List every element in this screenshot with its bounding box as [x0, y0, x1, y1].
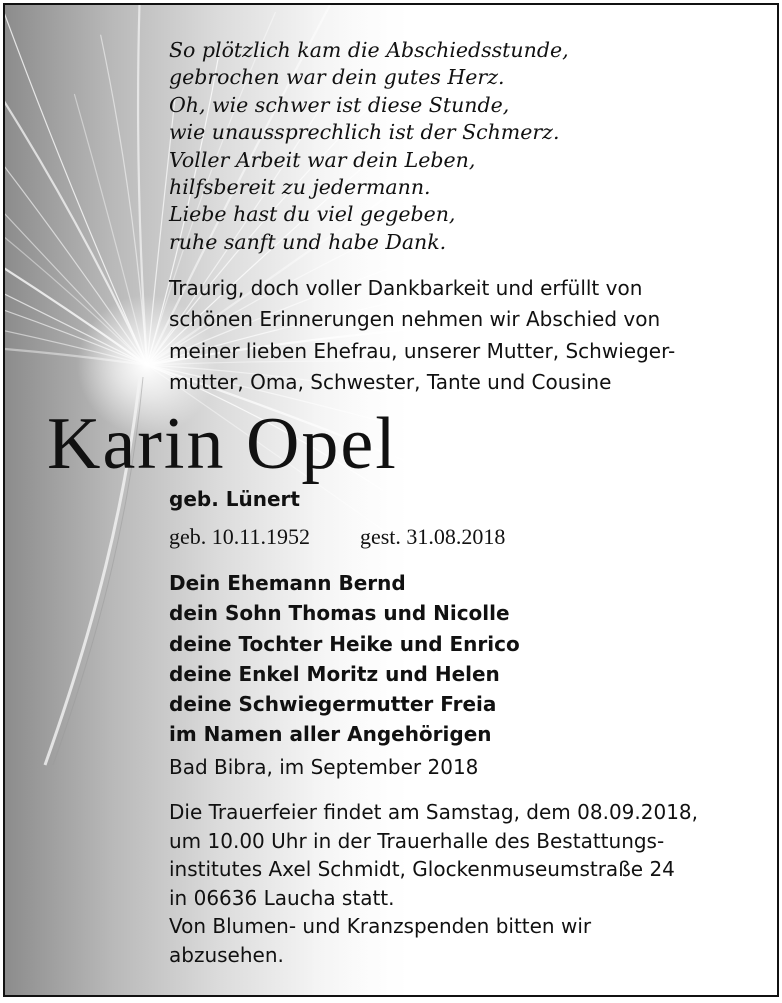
mourners-list [169, 568, 520, 750]
service-line: institutes Axel Schmidt, Glockenmuseumstraße 24 [169, 857, 675, 882]
memorial-poem [169, 37, 569, 256]
obituary-notice [3, 3, 779, 997]
deceased-name: Karin Opel [47, 403, 398, 485]
poem-line: wie unaussprechlich ist der Schmerz. [169, 120, 560, 145]
mourner-line: deine Schwiegermutter Freia [169, 692, 497, 717]
mourner-line: dein Sohn Thomas und Nicolle [169, 601, 510, 626]
poem-line: Oh, wie schwer ist diese Stunde, [169, 92, 510, 117]
poem-line: gebrochen war dein gutes Herz. [169, 65, 505, 90]
intro-line: Traurig, doch voller Dankbarkeit und erfüllt von [169, 276, 643, 300]
service-line: abzusehen. [169, 942, 284, 967]
poem-line: Liebe hast du viel gegeben, [169, 202, 456, 227]
service-line: in 06636 Laucha statt. [169, 885, 395, 910]
poem-line: ruhe sanft und habe Dank. [169, 229, 447, 254]
mourner-line: im Namen aller Angehörigen [169, 722, 492, 747]
mourner-line: Dein Ehemann Bernd [169, 571, 406, 595]
service-line: Die Trauerfeier findet am Samstag, dem 08.09.2018, [169, 800, 699, 824]
intro-line: mutter, Oma, Schwester, Tante und Cousine [169, 369, 612, 394]
service-line: um 10.00 Uhr in der Trauerhalle des Bestattungs- [169, 828, 665, 853]
maiden-name: geb. Lünert [169, 487, 300, 511]
intro-line: meiner lieben Ehefrau, unserer Mutter, Schwieger- [169, 338, 676, 363]
poem-line: So plötzlich kam die Abschiedsstunde, [169, 38, 569, 62]
poem-line: hilfsbereit zu jedermann. [169, 175, 431, 200]
death-date: gest. 31.08.2018 [359, 524, 506, 549]
mourner-line: deine Enkel Moritz und Helen [169, 661, 500, 686]
intro-line: schönen Erinnerungen nehmen wir Abschied von [169, 307, 661, 332]
birth-date: geb. 10.11.1952 [169, 524, 310, 549]
service-line: Von Blumen- und Kranzspenden bitten wir [169, 914, 592, 939]
mourner-line: deine Tochter Heike und Enrico [169, 631, 520, 656]
farewell-intro [169, 273, 675, 398]
poem-line: Voller Arbeit war dein Leben, [169, 147, 476, 172]
funeral-service-info [169, 798, 698, 970]
life-dates [169, 523, 505, 551]
place-date: Bad Bibra, im September 2018 [169, 755, 479, 779]
